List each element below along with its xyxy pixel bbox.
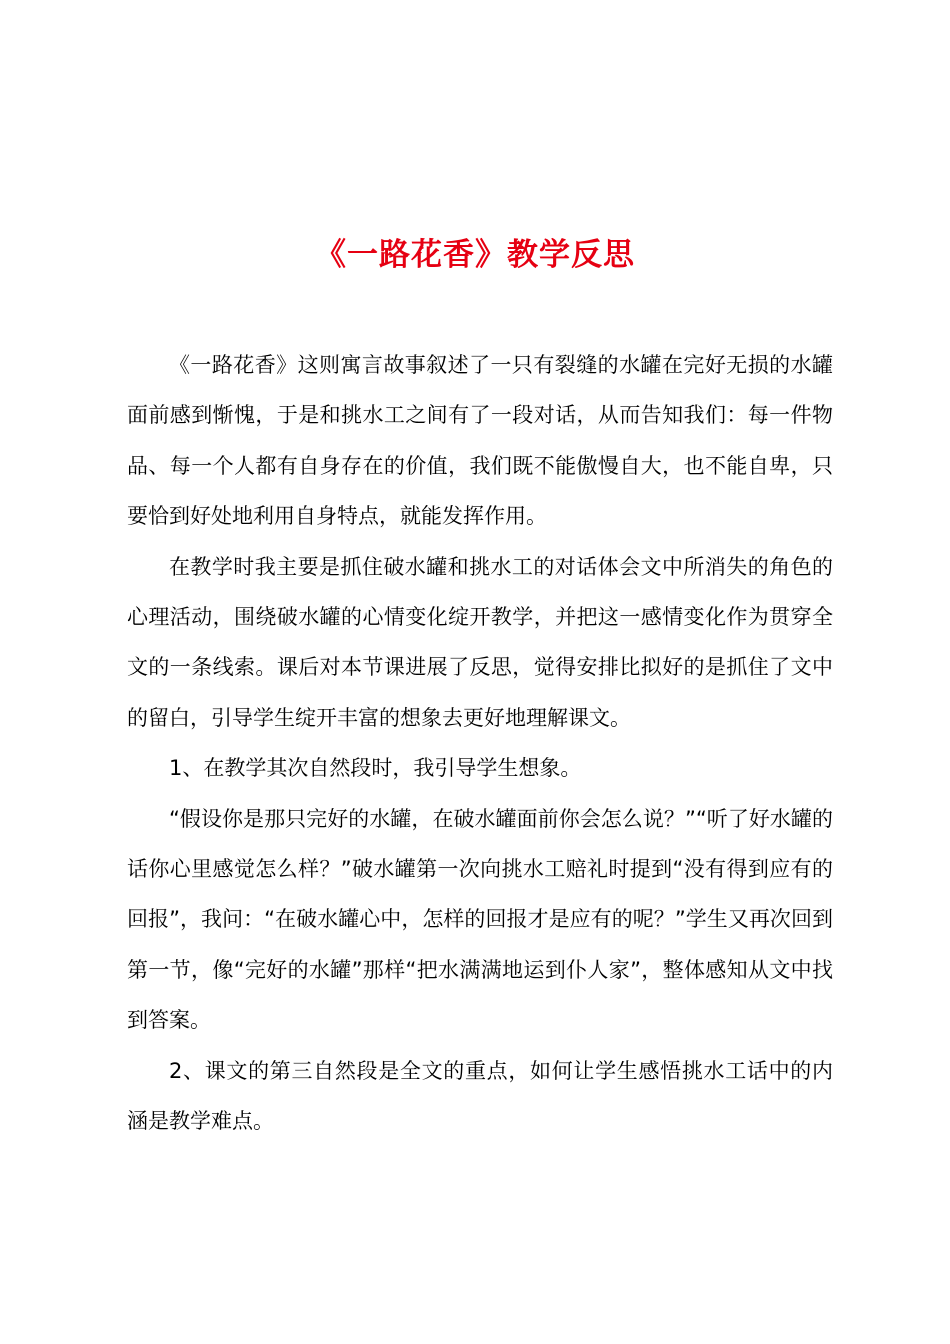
paragraph-intro: 《一路花香》这则寓言故事叙述了一只有裂缝的水罐在完好无损的水罐面前感到惭愧，于是和挑水工之间有了一段对话，从而告知我们：每一件物品、每一个人都有自身存在的价值，我们既不能傲慢自大，也不能自卑，只要恰到好处地利用自身特点，就能发挥作用。 <box>127 353 833 529</box>
paragraph-dialogue-questions: “假设你是那只完好的水罐，在破水罐面前你会怎么说？”“听了好水罐的话你心里感觉怎么样？”破水罐第一次向挑水工赔礼时提到“没有得到应有的回报”，我问：“在破水罐心中，怎样的回报才是应有的呢？”学生又再次回到第一节，像“完好的水罐”那样“把水满满地运到仆人家”，整体感知从文中找到答案。 <box>127 806 833 1033</box>
paragraph-point-2: 2、课文的第三自然段是全文的重点，如何让学生感悟挑水工话中的内涵是教学难点。 <box>127 1058 833 1134</box>
paragraph-teaching-approach: 在教学时我主要是抓住破水罐和挑水工的对话体会文中所消失的角色的心理活动，围绕破水罐的心情变化绽开教学，并把这一感情变化作为贯穿全文的一条线索。课后对本节课进展了反思，觉得安排比拟好的是抓住了文中的留白，引导学生绽开丰富的想象去更好地理解课文。 <box>127 554 833 730</box>
document-title: 《一路花香》教学反思 <box>315 236 635 273</box>
paragraph-point-1: 1、在教学其次自然段时，我引导学生想象。 <box>169 756 582 781</box>
document-body <box>127 340 833 1147</box>
